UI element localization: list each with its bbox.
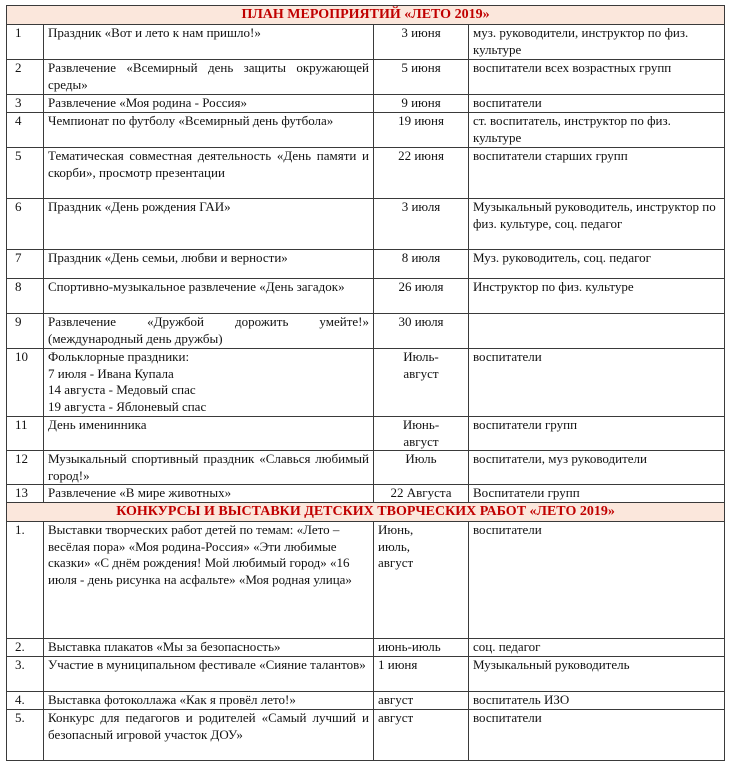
table-row	[7, 95, 725, 113]
table-row	[7, 25, 725, 60]
event-line: «Эти любимые сказки»	[48, 538, 337, 570]
responsible: воспитатели всех возрастных групп	[469, 60, 725, 95]
event-name	[44, 522, 374, 639]
event-line: 14 августа - Медовый спас	[48, 382, 196, 397]
responsible: воспитатели старших групп	[469, 148, 725, 199]
responsible: воспитатели	[469, 710, 725, 761]
section-header-plan	[7, 6, 725, 25]
row-number: 4.	[7, 692, 44, 710]
event-date: 26 июля	[374, 279, 469, 314]
event-name: Выставка фотоколлажа «Как я провёл лето!»	[44, 692, 374, 710]
event-date-text: Июль-август	[403, 349, 439, 381]
event-name: Выставка плакатов «Мы за безопасность»	[44, 639, 374, 657]
event-date: 3 июня	[374, 25, 469, 60]
event-date: 3 июля	[374, 199, 469, 250]
table-row	[7, 657, 725, 692]
responsible	[469, 314, 725, 349]
event-date: июнь-июль	[374, 639, 469, 657]
table-row	[7, 451, 725, 485]
responsible: Инструктор по физ. культуре	[469, 279, 725, 314]
event-name: Музыкальный спортивный праздник «Славься любимый город!»	[44, 451, 374, 485]
event-name	[44, 349, 374, 417]
event-name: Праздник «Вот и лето к нам пришло!»	[44, 25, 374, 60]
section-title: КОНКУРСЫ И ВЫСТАВКИ ДЕТСКИХ ТВОРЧЕСКИХ РАБОТ «ЛЕТО 2019»	[7, 503, 725, 522]
event-date: 8 июля	[374, 250, 469, 279]
table-row	[7, 148, 725, 199]
row-number: 2.	[7, 639, 44, 657]
row-number: 8	[7, 279, 44, 314]
row-number: 7	[7, 250, 44, 279]
table-row	[7, 250, 725, 279]
table-row	[7, 60, 725, 95]
responsible: Муз. руководитель, соц. педагог	[469, 250, 725, 279]
table-row	[7, 314, 725, 349]
table-row	[7, 279, 725, 314]
event-name: Праздник «День рождения ГАИ»	[44, 199, 374, 250]
event-line: Фольклорные праздники:	[48, 349, 190, 364]
responsible: воспитатели	[469, 349, 725, 417]
event-date: 22 июня	[374, 148, 469, 199]
event-name: Развлечение «Моя родина - Россия»	[44, 95, 374, 113]
row-number: 2	[7, 60, 44, 95]
event-name: Спортивно-музыкальное развлечение «День загадок»	[44, 279, 374, 314]
row-number: 11	[7, 417, 44, 451]
event-date: 1 июня	[374, 657, 469, 692]
row-number: 1.	[7, 522, 44, 639]
event-date	[374, 522, 469, 639]
table-row	[7, 417, 725, 451]
event-date: 22 Августа	[374, 485, 469, 503]
table-row	[7, 349, 725, 417]
event-line: 7 июля - Ивана Купала	[48, 365, 174, 381]
section-title: ПЛАН МЕРОПРИЯТИЙ «ЛЕТО 2019»	[7, 6, 725, 25]
event-name: День именинника	[44, 417, 374, 451]
event-date-text: Июнь-август	[402, 417, 440, 449]
event-name: Конкурс для педагогов и родителей «Самый лучший и безопасный игровой участок ДОУ»	[44, 710, 374, 761]
row-number: 13	[7, 485, 44, 503]
responsible: Воспитатели групп	[469, 485, 725, 503]
event-line: «С днём рождения! Мой любимый город»	[93, 555, 327, 570]
event-date: 19 июня	[374, 113, 469, 148]
event-line: «Лето – весёлая пора»	[48, 522, 340, 554]
event-name: Развлечение «Дружбой дорожить умейте!» (международный день дружбы)	[44, 314, 374, 349]
responsible: воспитатели	[469, 95, 725, 113]
event-date: 5 июня	[374, 60, 469, 95]
event-date-text: Июнь, июль, август	[378, 522, 414, 570]
event-name: Тематическая совместная деятельность «День памяти и скорби», просмотр презентации	[44, 148, 374, 199]
responsible: Музыкальный руководитель, инструктор по физ. культуре, соц. педагог	[469, 199, 725, 250]
row-number: 1	[7, 25, 44, 60]
row-number: 6	[7, 199, 44, 250]
event-date: 9 июня	[374, 95, 469, 113]
event-name: Участие в муниципальном фестивале «Сияние талантов»	[44, 657, 374, 692]
event-name: Развлечение «Всемирный день защиты окружающей среды»	[44, 60, 374, 95]
table-row	[7, 639, 725, 657]
row-number: 3.	[7, 657, 44, 692]
responsible: муз. руководители, инструктор по физ. культуре	[469, 25, 725, 60]
event-name: Праздник «День семьи, любви и верности»	[44, 250, 374, 279]
table-row	[7, 485, 725, 503]
event-date	[374, 417, 469, 451]
table-row	[7, 113, 725, 148]
event-date: Июль	[374, 451, 469, 485]
responsible: соц. педагог	[469, 639, 725, 657]
table-row	[7, 522, 725, 639]
section-header-contests	[7, 503, 725, 522]
event-date: август	[374, 692, 469, 710]
responsible: ст. воспитатель, инструктор по физ. культуре	[469, 113, 725, 148]
table-row	[7, 710, 725, 761]
event-line: 19 августа - Яблоневый спас	[48, 398, 207, 414]
table-row	[7, 692, 725, 710]
event-date: август	[374, 710, 469, 761]
event-line: Выставки творческих работ детей по темам:	[48, 522, 294, 537]
event-line: «Моя родина-Россия»	[128, 538, 250, 554]
event-date: 30 июля	[374, 314, 469, 349]
row-number: 12	[7, 451, 44, 485]
row-number: 10	[7, 349, 44, 417]
events-plan-table	[6, 5, 725, 761]
event-name: Чемпионат по футболу «Всемирный день футбола»	[44, 113, 374, 148]
responsible: воспитатели, муз руководители	[469, 451, 725, 485]
event-line: «16 июля - день рисунка на асфальте» «Моя родная улица»	[48, 555, 352, 587]
event-name: Развлечение «В мире животных»	[44, 485, 374, 503]
table-row	[7, 199, 725, 250]
row-number: 5	[7, 148, 44, 199]
row-number: 9	[7, 314, 44, 349]
row-number: 4	[7, 113, 44, 148]
responsible: Музыкальный руководитель	[469, 657, 725, 692]
row-number: 3	[7, 95, 44, 113]
responsible: воспитатели групп	[469, 417, 725, 451]
event-date	[374, 349, 469, 417]
responsible: воспитатели	[469, 522, 725, 639]
responsible: воспитатель ИЗО	[469, 692, 725, 710]
row-number: 5.	[7, 710, 44, 761]
